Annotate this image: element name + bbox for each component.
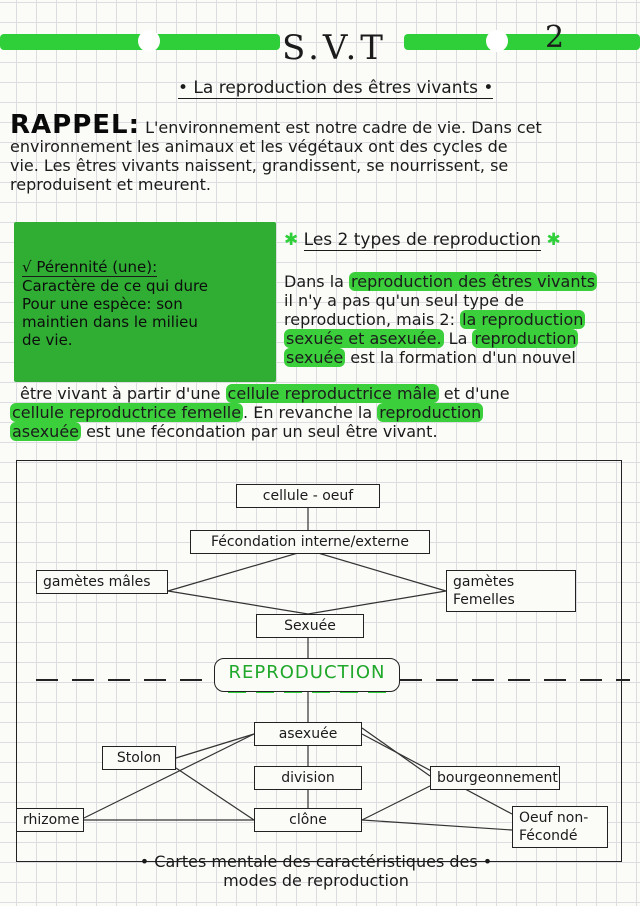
definition-line-3: maintien dans le milieu bbox=[22, 313, 198, 331]
highlight-term: cellule reproductrice femelle bbox=[12, 403, 242, 422]
definition-line-2: Pour une espèce: son bbox=[22, 295, 183, 313]
box-cellule-oeuf: cellule - oeuf bbox=[236, 484, 380, 508]
box-fecondation: Fécondation interne/externe bbox=[190, 530, 430, 554]
highlight-term: sexuée bbox=[286, 348, 344, 367]
rappel-line-2: environnement les animaux et les végétaux ont des cycles de bbox=[10, 137, 508, 156]
types-text: reproduction, mais 2: bbox=[284, 310, 461, 329]
highlight-term: sexuée et asexuée. bbox=[286, 329, 442, 348]
reproduction-node: REPRODUCTION bbox=[214, 658, 400, 692]
page-number: 2 bbox=[545, 20, 565, 55]
highlight-term: la reproduction bbox=[462, 310, 584, 329]
highlight-term: cellule reproductrice mâle bbox=[227, 384, 437, 403]
box-gametes-femelles bbox=[446, 570, 576, 612]
connector-line bbox=[362, 820, 512, 830]
box-division: division bbox=[254, 766, 362, 790]
box-gametes-males bbox=[36, 570, 168, 594]
page-subtitle: • La reproduction des êtres vivants • bbox=[178, 78, 494, 98]
types-text: et d'une bbox=[438, 384, 510, 403]
connector-line bbox=[176, 768, 254, 820]
highlight-term: reproduction bbox=[379, 403, 482, 422]
star-icon: ✱ bbox=[546, 230, 561, 250]
caption-line-2: modes de reproduction bbox=[223, 871, 409, 890]
gametes-males-label: gamètes mâles bbox=[43, 574, 151, 590]
rappel-line-3: vie. Les êtres vivants naissent, grandissent, se nourrissent, se bbox=[10, 156, 509, 175]
box-rhizome: rhizome bbox=[16, 808, 84, 832]
mind-map-caption bbox=[86, 852, 546, 890]
connector-line bbox=[168, 550, 446, 614]
page-title: S.V.T bbox=[282, 28, 387, 68]
highlight-term: asexuée bbox=[12, 422, 79, 441]
gametes-femelles-label: gamètes Femelles bbox=[453, 574, 515, 608]
box-asexuee: asexuée bbox=[254, 722, 362, 746]
types-text: Dans la bbox=[284, 272, 350, 291]
box-bourgeonnement: bourgeonnement bbox=[430, 766, 560, 790]
star-icon: ✱ bbox=[284, 230, 299, 250]
box-oeuf-non-feconde bbox=[512, 806, 608, 848]
rappel-label: RAPPEL: bbox=[10, 110, 140, 140]
box-clone: clône bbox=[254, 808, 362, 832]
types-text: . En revanche la bbox=[243, 403, 378, 422]
definition-line-4: de vie. bbox=[22, 331, 73, 349]
box-sexuee: Sexuée bbox=[256, 614, 364, 638]
types-text: est la formation d'un nouvel bbox=[345, 348, 576, 367]
types-text: est une fécondation par un seul être vivant. bbox=[81, 422, 438, 441]
caption-line-1: • Cartes mentale des caractéristiques des • bbox=[139, 852, 493, 871]
types-heading-text: Les 2 types de reproduction bbox=[303, 230, 542, 250]
types-text: La bbox=[443, 329, 473, 348]
definition-term: √ Pérennité (une): bbox=[22, 258, 158, 276]
definition-line-1: Caractère de ce qui dure bbox=[22, 277, 209, 295]
rappel-line-1: L'environnement est notre cadre de vie. Dans cet bbox=[145, 118, 542, 137]
connector-line bbox=[362, 786, 430, 820]
types-text: être vivant à partir d'une bbox=[20, 384, 226, 403]
types-text: il n'y a pas qu'un seul type de bbox=[284, 291, 525, 310]
oeuf-non-feconde-label: Oeuf non-Fécondé bbox=[519, 810, 589, 844]
rappel-line-4: reproduisent et meurent. bbox=[10, 175, 212, 194]
highlight-term: reproduction des êtres vivants bbox=[351, 272, 596, 291]
highlight-term: reproduction bbox=[474, 329, 577, 348]
box-stolon: Stolon bbox=[102, 746, 176, 770]
connector-line bbox=[176, 734, 254, 758]
